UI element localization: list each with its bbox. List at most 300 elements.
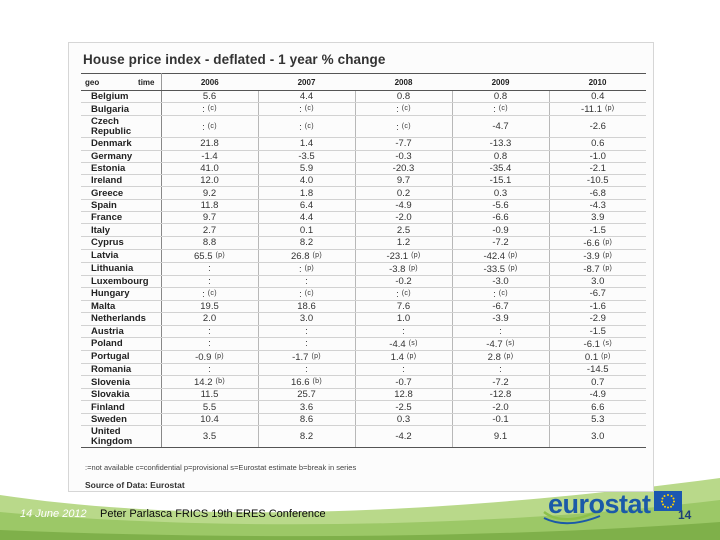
value-cell [549, 389, 646, 401]
table-row [81, 325, 646, 337]
value-cell [258, 401, 355, 413]
value-text: 2.8 [487, 351, 501, 363]
value-cell [161, 150, 258, 162]
value-text: -4.7 [492, 121, 509, 133]
value-text: -0.1 [492, 413, 509, 425]
value-cell [161, 116, 258, 138]
value-cell [258, 350, 355, 363]
value-cell [355, 224, 452, 236]
value-cell [549, 249, 646, 262]
value-text: 5.3 [591, 413, 605, 425]
value-cell [161, 103, 258, 116]
value-text: -1.7 [292, 351, 309, 363]
flag-text: (p) [604, 105, 615, 113]
value-cell [549, 350, 646, 363]
value-text: 0.4 [591, 91, 605, 103]
value-cell [161, 138, 258, 150]
flag-text: (p) [503, 352, 514, 360]
table-row [81, 287, 646, 300]
value-text: -3.5 [298, 150, 315, 162]
flag-text: (p) [311, 352, 321, 360]
value-cell [355, 401, 452, 413]
value-cell [549, 300, 646, 312]
value-text: 1.8 [299, 187, 314, 199]
value-cell [161, 313, 258, 325]
value-text: : [299, 288, 302, 300]
value-cell [355, 187, 452, 199]
value-text: -13.3 [489, 138, 512, 150]
value-text: : [402, 325, 405, 337]
value-text: -3.8 [389, 263, 406, 275]
value-cell [549, 212, 646, 224]
flag-text: (b) [312, 378, 322, 386]
value-cell [161, 224, 258, 236]
value-cell [355, 236, 452, 249]
flag-text: (s) [505, 339, 515, 347]
country-cell: Ireland [81, 175, 161, 187]
flag-text: (p) [304, 264, 315, 272]
value-cell [355, 275, 452, 287]
table-row [81, 376, 646, 389]
value-text: : [396, 121, 399, 133]
flag-text: (p) [602, 251, 613, 259]
value-cell [452, 138, 549, 150]
value-text: -3.9 [492, 313, 509, 325]
value-text: -2.9 [589, 313, 606, 325]
flag-text: (c) [401, 122, 411, 130]
value-cell [549, 413, 646, 425]
value-cell [452, 91, 549, 103]
value-cell [549, 325, 646, 337]
value-cell [549, 275, 646, 287]
header-year: 2008 [355, 74, 452, 91]
value-text: -23.1 [386, 250, 409, 262]
value-cell [355, 116, 452, 138]
value-cell [355, 389, 452, 401]
flag-text: (p) [508, 264, 518, 272]
value-text: -20.3 [392, 163, 415, 175]
value-text: 0.6 [591, 138, 605, 150]
table-row [81, 187, 646, 199]
value-text: -1.4 [201, 150, 218, 162]
table-row [81, 175, 646, 187]
value-cell [258, 287, 355, 300]
value-text: -7.2 [492, 376, 509, 388]
flag-text: (p) [215, 251, 225, 259]
house-price-table [81, 73, 646, 448]
value-text: -3.0 [492, 275, 509, 287]
country-cell: France [81, 212, 161, 224]
country-cell: United Kingdom [81, 426, 161, 448]
value-cell [258, 313, 355, 325]
value-cell [355, 162, 452, 174]
footer-date: 14 June 2012 [20, 508, 87, 520]
value-text: -6.7 [492, 301, 509, 313]
table-row [81, 150, 646, 162]
country-cell: Slovakia [81, 389, 161, 401]
value-cell [452, 350, 549, 363]
table-row [81, 249, 646, 262]
value-cell [452, 103, 549, 116]
value-text: : [208, 364, 211, 375]
value-text: 3.0 [591, 431, 605, 443]
header-year: 2010 [549, 74, 646, 91]
value-cell [549, 426, 646, 448]
value-text: -0.7 [395, 376, 412, 388]
table-row [81, 389, 646, 401]
flag-text: (p) [411, 251, 421, 259]
value-text: 12.8 [394, 389, 413, 401]
value-text: -10.5 [586, 175, 609, 187]
value-text: 7.6 [396, 301, 411, 313]
value-text: 0.1 [584, 351, 599, 363]
value-cell [452, 300, 549, 312]
value-text: : [305, 325, 308, 337]
value-cell [355, 363, 452, 375]
table-row [81, 224, 646, 236]
value-cell [258, 236, 355, 249]
value-text: 4.4 [299, 91, 314, 103]
country-cell: Latvia [81, 249, 161, 262]
value-text: : [208, 263, 211, 275]
value-text: -0.2 [395, 275, 412, 287]
value-cell [161, 162, 258, 174]
table-row [81, 199, 646, 211]
value-cell [161, 350, 258, 363]
value-text: 0.8 [396, 91, 411, 103]
value-text: 11.5 [200, 389, 219, 401]
value-cell [355, 138, 452, 150]
value-text: 25.7 [297, 389, 316, 401]
table-row [81, 300, 646, 312]
value-cell [549, 91, 646, 103]
value-text: 10.4 [200, 413, 219, 425]
table-row [81, 103, 646, 116]
value-cell [549, 199, 646, 211]
country-cell: Bulgaria [81, 103, 161, 116]
table-row [81, 401, 646, 413]
value-cell [161, 401, 258, 413]
value-cell [258, 150, 355, 162]
flag-text: (p) [508, 251, 518, 259]
value-cell [549, 103, 646, 116]
value-text: -1.5 [589, 325, 606, 337]
value-cell [258, 199, 355, 211]
value-text: 5.9 [299, 163, 314, 175]
flag-text: (c) [207, 289, 217, 297]
value-cell [161, 212, 258, 224]
value-cell [161, 426, 258, 448]
value-text: -4.4 [389, 338, 406, 350]
flag-text: (c) [304, 289, 314, 297]
value-text: -1.0 [589, 150, 606, 162]
value-text: : [305, 338, 308, 350]
table-source: Source of Data: Eurostat [85, 480, 185, 490]
table-row [81, 337, 646, 350]
country-cell: Hungary [81, 287, 161, 300]
value-cell [258, 138, 355, 150]
value-text: -15.1 [489, 175, 512, 187]
value-cell [549, 363, 646, 375]
value-text: 1.4 [390, 351, 404, 363]
value-cell [452, 116, 549, 138]
flag-text: (c) [207, 105, 217, 113]
value-cell [549, 262, 646, 275]
value-cell [161, 389, 258, 401]
value-text: 16.6 [291, 377, 310, 389]
value-cell [452, 199, 549, 211]
table-footnote: :=not available c=confidential p=provisional s=Eurostat estimate b=break in series [85, 463, 357, 472]
table-row [81, 138, 646, 150]
value-text: -6.6 [583, 237, 600, 249]
header-year: 2009 [452, 74, 549, 91]
value-cell [355, 376, 452, 389]
flag-text: (b) [215, 378, 225, 386]
value-text: : [299, 104, 302, 116]
flag-text: (s) [408, 339, 418, 347]
table-row [81, 275, 646, 287]
country-cell: Romania [81, 363, 161, 375]
value-text: -7.2 [492, 237, 509, 249]
header-geo-label: geo [85, 77, 100, 87]
flag-text: (c) [304, 105, 314, 113]
table-row [81, 212, 646, 224]
value-cell [161, 275, 258, 287]
value-cell [452, 162, 549, 174]
table-row [81, 313, 646, 325]
value-text: -4.9 [589, 389, 606, 401]
value-text: -2.6 [589, 121, 606, 133]
value-text: -11.1 [581, 104, 602, 116]
value-text: -4.7 [486, 338, 503, 350]
value-text: : [202, 121, 205, 133]
value-cell [355, 150, 452, 162]
value-text: : [202, 104, 205, 116]
value-cell [549, 187, 646, 199]
value-cell [161, 337, 258, 350]
value-cell [258, 91, 355, 103]
country-cell: Italy [81, 224, 161, 236]
value-cell [355, 199, 452, 211]
flag-text: (p) [602, 238, 613, 246]
value-text: -42.4 [483, 250, 506, 262]
value-text: 11.8 [200, 199, 219, 211]
table-row [81, 426, 646, 448]
table-row [81, 116, 646, 138]
value-text: 0.1 [299, 224, 314, 236]
value-text: 12.0 [200, 175, 219, 187]
value-cell [452, 275, 549, 287]
value-text: : [208, 325, 211, 337]
country-cell: Malta [81, 300, 161, 312]
value-cell [452, 175, 549, 187]
header-geo [81, 74, 161, 91]
page-number: 14 [678, 508, 692, 522]
value-cell [258, 413, 355, 425]
value-text: 6.6 [591, 401, 605, 413]
value-text: 0.3 [396, 413, 411, 425]
table-row [81, 413, 646, 425]
value-text: 9.1 [493, 431, 508, 443]
country-cell: Lithuania [81, 262, 161, 275]
value-cell [452, 187, 549, 199]
value-cell [549, 224, 646, 236]
flag-text: (p) [406, 352, 417, 360]
value-text: -3.9 [583, 250, 600, 262]
value-cell [452, 337, 549, 350]
value-cell [355, 300, 452, 312]
value-text: 3.6 [299, 401, 314, 413]
value-cell [355, 91, 452, 103]
value-cell [549, 401, 646, 413]
value-text: : [305, 364, 308, 375]
value-cell [161, 249, 258, 262]
footer-conference: Peter Parlasca FRICS 19th ERES Conference [100, 508, 326, 520]
value-text: 3.0 [591, 275, 605, 287]
value-text: 9.7 [202, 212, 217, 224]
value-text: : [208, 275, 211, 287]
value-text: : [396, 288, 399, 300]
value-cell [258, 212, 355, 224]
value-text: -4.2 [395, 431, 412, 443]
value-cell [549, 116, 646, 138]
value-text: : [493, 104, 496, 116]
value-cell [161, 300, 258, 312]
value-cell [452, 249, 549, 262]
value-text: -6.6 [492, 212, 509, 224]
value-cell [161, 363, 258, 375]
table-row [81, 363, 646, 375]
table-row [81, 262, 646, 275]
value-text: 1.0 [396, 313, 411, 325]
value-text: 3.9 [591, 212, 605, 224]
value-cell [355, 175, 452, 187]
value-cell [549, 236, 646, 249]
value-cell [258, 175, 355, 187]
value-text: -1.6 [589, 301, 606, 313]
value-cell [258, 249, 355, 262]
value-cell [452, 426, 549, 448]
country-cell: Slovenia [81, 376, 161, 389]
value-cell [161, 236, 258, 249]
value-text: 65.5 [194, 250, 213, 262]
value-cell [452, 401, 549, 413]
value-cell [355, 249, 452, 262]
value-text: -33.5 [483, 263, 506, 275]
value-cell [355, 337, 452, 350]
flag-text: (p) [602, 264, 613, 272]
country-cell: Denmark [81, 138, 161, 150]
value-text: : [493, 288, 496, 300]
flag-text: (p) [214, 352, 224, 360]
value-text: : [305, 275, 308, 287]
value-text: 19.5 [200, 301, 219, 313]
value-cell [452, 389, 549, 401]
value-cell [258, 162, 355, 174]
table-title: House price index - deflated - 1 year % change [83, 52, 386, 67]
value-text: 41.0 [200, 163, 219, 175]
country-cell: Luxembourg [81, 275, 161, 287]
country-cell: Belgium [81, 91, 161, 103]
value-cell [549, 162, 646, 174]
value-cell [355, 287, 452, 300]
value-cell [258, 275, 355, 287]
value-text: 8.2 [299, 237, 314, 249]
value-cell [258, 300, 355, 312]
value-cell [355, 313, 452, 325]
value-cell [452, 212, 549, 224]
value-text: -35.4 [489, 163, 512, 175]
value-cell [355, 350, 452, 363]
value-cell [549, 138, 646, 150]
value-text: -0.9 [492, 224, 509, 236]
value-text: : [396, 104, 399, 116]
flag-text: (c) [401, 105, 411, 113]
value-cell [161, 91, 258, 103]
value-cell [258, 337, 355, 350]
country-cell: Spain [81, 199, 161, 211]
value-cell [452, 224, 549, 236]
value-cell [452, 413, 549, 425]
value-text: -6.1 [583, 338, 600, 350]
flag-text: (c) [401, 289, 411, 297]
country-cell: Sweden [81, 413, 161, 425]
country-cell: Czech Republic [81, 116, 161, 138]
value-cell [549, 376, 646, 389]
value-text: -4.3 [589, 199, 606, 211]
country-cell: Finland [81, 401, 161, 413]
value-cell [258, 363, 355, 375]
value-cell [452, 325, 549, 337]
flag-text: (p) [408, 264, 418, 272]
country-cell: Austria [81, 325, 161, 337]
value-cell [258, 187, 355, 199]
value-cell [452, 376, 549, 389]
value-text: : [298, 263, 302, 275]
value-text: 0.8 [493, 91, 508, 103]
value-cell [452, 287, 549, 300]
country-cell: Poland [81, 337, 161, 350]
value-cell [355, 426, 452, 448]
value-cell [355, 413, 452, 425]
value-text: -2.1 [589, 163, 606, 175]
value-text: 3.0 [299, 313, 314, 325]
value-cell [549, 313, 646, 325]
value-text: 9.7 [396, 175, 411, 187]
value-text: 26.8 [291, 250, 310, 262]
value-text: 9.2 [202, 187, 217, 199]
value-text: 8.2 [299, 431, 314, 443]
value-cell [549, 150, 646, 162]
value-text: 0.3 [493, 187, 508, 199]
value-cell [452, 236, 549, 249]
value-text: : [499, 325, 502, 337]
header-year: 2007 [258, 74, 355, 91]
value-text: -6.7 [589, 288, 606, 300]
value-text: 2.5 [396, 224, 411, 236]
value-cell [355, 103, 452, 116]
value-cell [258, 224, 355, 236]
value-cell [258, 389, 355, 401]
value-text: 8.6 [299, 413, 314, 425]
value-text: 2.0 [202, 313, 217, 325]
value-text: 3.5 [202, 431, 217, 443]
flag-text: (c) [498, 289, 508, 297]
flag-text: (s) [602, 339, 612, 347]
value-cell [161, 175, 258, 187]
value-cell [355, 325, 452, 337]
value-cell [452, 313, 549, 325]
